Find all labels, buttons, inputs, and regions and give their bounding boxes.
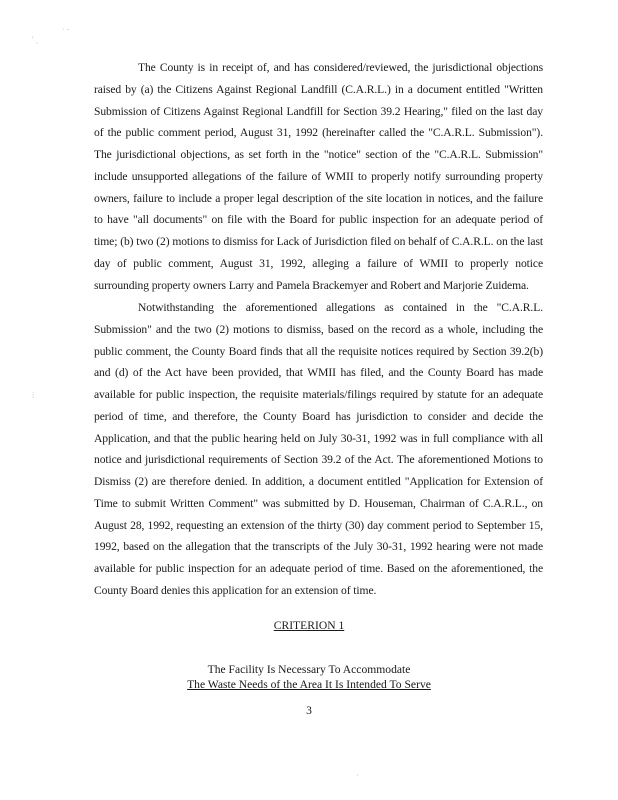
scan-speck: ·	[356, 771, 359, 780]
section-heading: CRITERION 1	[273, 619, 345, 632]
paragraph-notwithstanding: Notwithstanding the aforementioned allegations as contained in the "C.A.R.L. Submission" and the two (2) motions to dismiss, based on the record as a whole, including the public comment, the County Board finds that all the requisite notices required by Section 39.2(b) and (d) of the Act have been provided, that WMII has filed, and the County Board has made available for public inspection, the requisite materials/filings required by statute for an adequate period of time, and therefore, the County Board has jurisdiction to consider and decide the Application, and that the public hearing held on July 30-31, 1992 was in full compliance with all notice and jurisdictional requirements of Section 39.2 of the Act. The aforementioned Motions to Dismiss (2) are therefore denied. In addition, a document entitled "Application for Extension of Time to submit Written Comment" was submitted by D. Houseman, Chairman of C.A.R.L., on August 28, 1992, requesting an extension of the thirty (30) day comment period to September 15, 1992, based on the allegation that the transcripts of the July 30-31, 1992 hearing were not made available for public inspection for an adequate period of time. Based on the aforementioned, the County Board denies this application for an extension of time.	[94, 301, 543, 597]
scan-speck: ˙ ˉ	[62, 27, 70, 36]
page-number: 3	[306, 704, 312, 717]
scan-speck: ʹ ˎ	[32, 35, 39, 44]
subheading-line-2: The Waste Needs of the Area It Is Intended To Serve	[187, 678, 431, 691]
scan-speck: ⁞	[32, 391, 35, 400]
paragraph-jurisdictional-objections: The County is in receipt of, and has considered/reviewed, the jurisdictional objections raised by (a) the Citizens Against Regional Landfill (C.A.R.L.) in a document entitled "Written Submission of Citizens Against Regional Landfill for Section 39.2 Hearing," filed on the last day of the public comment period, August 31, 1992 (hereinafter called the "C.A.R.L. Submission"). The jurisdictional objections, as set forth in the "notice" section of the "C.A.R.L. Submission" include unsupported allegations of the failure of WMII to properly notify surrounding property owners, failure to include a proper legal description of the site location in notices, and the failure to have "all documents" on file with the Board for public inspection for an adequate period of time; (b) two (2) motions to dismiss for Lack of Jurisdiction filed on behalf of C.A.R.L. on the last day of public comment, August 31, 1992, alleging a failure of WMII to properly notice surrounding property owners Larry and Pamela Brackemyer and Robert and Marjorie Zuidema.	[94, 61, 543, 292]
subheading-line-1: The Facility Is Necessary To Accommodate	[207, 663, 411, 676]
